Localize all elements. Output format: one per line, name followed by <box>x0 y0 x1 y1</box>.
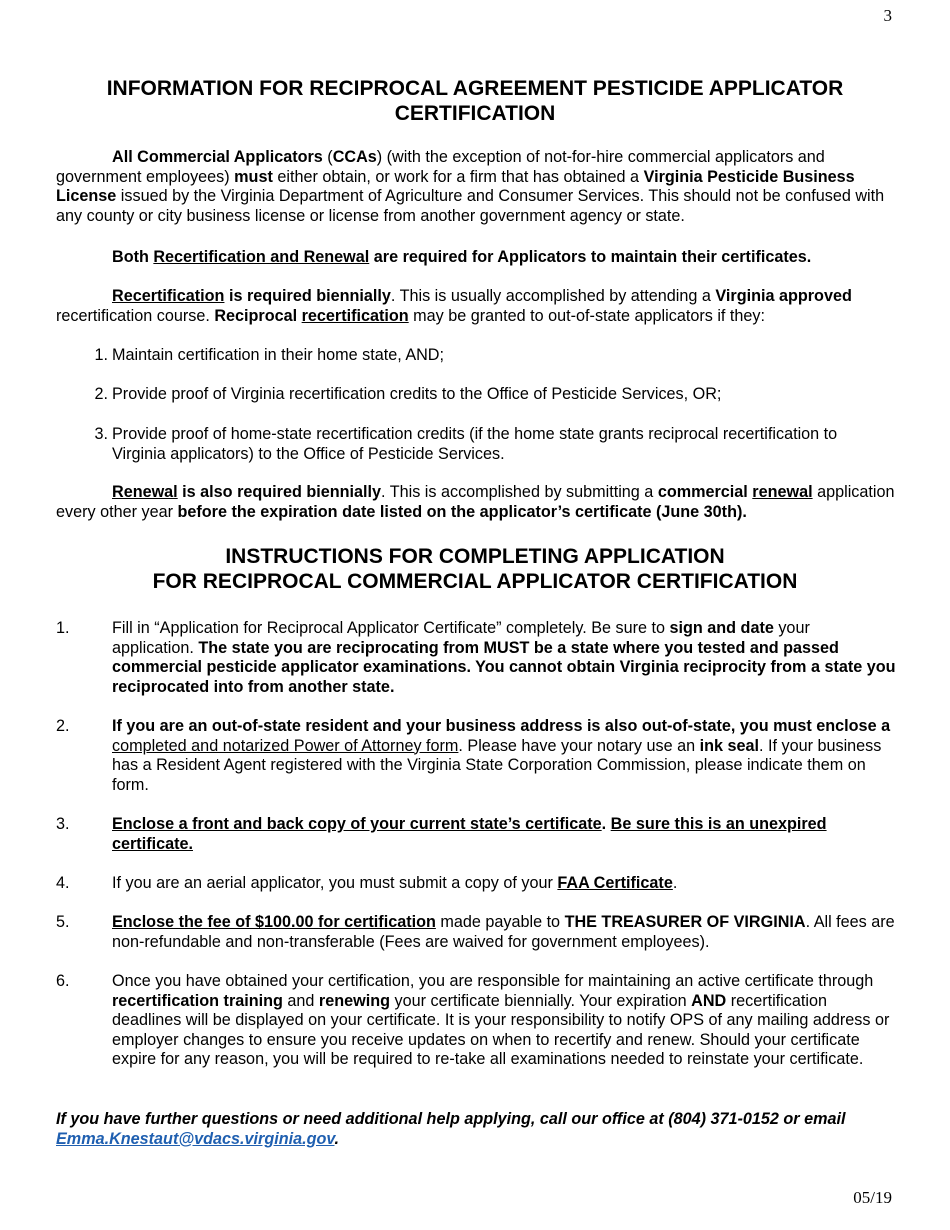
instruction-text <box>112 815 896 854</box>
list-number: 2. <box>56 717 70 735</box>
page-number: 3 <box>883 6 892 25</box>
text-bold: is also required biennially <box>177 483 381 501</box>
list-item <box>84 425 894 464</box>
text-bold: must <box>234 167 273 186</box>
text: . <box>601 815 611 833</box>
closing-contact <box>56 1110 896 1149</box>
list-number: 1. <box>94 346 108 364</box>
text: and <box>282 991 319 1010</box>
section-title-instructions <box>56 544 894 594</box>
instruction-text <box>112 874 896 894</box>
list-number: 2. <box>94 385 108 403</box>
text-bold: Virginia Pesticide Business License <box>56 167 855 205</box>
text: recertification course. <box>56 306 215 325</box>
text-bold: ink seal <box>699 736 759 755</box>
text-bold: Virginia approved <box>715 287 852 305</box>
text: Fill in “Application for Reciprocal Applicator Certificate” completely. Be sure to <box>112 619 670 637</box>
text-bold: AND <box>691 991 727 1010</box>
text: . This is usually accomplished by attending a <box>390 287 716 305</box>
text-bold: All Commercial Applicators <box>112 148 323 166</box>
title-line: INSTRUCTIONS FOR COMPLETING APPLICATION <box>225 545 725 568</box>
list-item <box>84 385 894 405</box>
text: ( <box>322 148 333 166</box>
text-underlined: completed and notarized Power of Attorney form <box>112 736 459 755</box>
list-number: 6. <box>56 972 70 990</box>
text: recertification deadlines will be displayed on your certificate. It is your responsibility to notify OPS of any mailing address or employer changes to ensure you receive updates on when to recertify and renew. Should your certificate expire for any reason, you will be required to re-take all examinations needed to reinstate your certificate. <box>112 991 890 1068</box>
text-bold: is required biennially <box>224 287 391 305</box>
list-text: Provide proof of home-state recertification credits (if the home state grants reciprocal recertification to Virginia applicators) to the Office of Pesticide Services. <box>112 425 838 463</box>
instruction-item <box>56 815 896 854</box>
list-text: Provide proof of Virginia recertification credits to the Office of Pesticide Services, OR; <box>112 385 722 403</box>
text-bold: If you are an out-of-state resident and your business address is also out-of-state, you must enclose a <box>112 717 891 735</box>
instruction-item <box>56 619 896 697</box>
section-title-information <box>56 76 894 126</box>
title-line: INFORMATION FOR RECIPROCAL AGREEMENT PESTICIDE APPLICATOR <box>106 77 844 100</box>
text: . If your business has a Resident Agent registered with the Virginia State Corporation Commission, please indicate them on form. <box>112 736 882 794</box>
text: Once you have obtained your certification, you are responsible for maintaining an active certificate through <box>112 972 874 990</box>
text: Both <box>112 248 154 266</box>
text-bold: The state you are reciprocating from MUST be a state where you tested and passed commercial pesticide applicator examinations. You cannot obtain Virginia reciprocity from a state you reciprocated into from another state. <box>112 638 896 696</box>
list-text: Maintain certification in their home state, AND; <box>112 346 444 364</box>
text: If you have further questions or need additional help applying, call our office at (804) 371-0152 or email <box>56 1110 846 1128</box>
email-link[interactable]: Emma.Knestaut@vdacs.virginia.gov <box>56 1129 335 1148</box>
text-underlined: FAA Certificate <box>557 874 673 892</box>
text-bold: CCAs <box>332 148 377 166</box>
paragraph-commercial-applicators <box>56 148 896 226</box>
text: your application. <box>112 619 810 657</box>
text: . <box>334 1129 339 1148</box>
list-item <box>84 346 894 366</box>
footer-date: 05/19 <box>853 1188 892 1207</box>
text: . All fees are non-refundable and non-transferable (Fees are waived for government employees). <box>112 913 895 951</box>
text-underlined: Recertification and Renewal <box>153 248 370 266</box>
text: are required for Applicators to maintain their certificates. <box>369 248 812 266</box>
instruction-item <box>56 874 896 894</box>
list-number: 5. <box>56 913 70 931</box>
text-underlined: Renewal <box>112 483 178 501</box>
instruction-text <box>112 913 896 952</box>
text: application every other year <box>56 483 895 521</box>
text-bold: Reciprocal <box>214 306 302 325</box>
list-number: 1. <box>56 619 70 637</box>
text-bold: commercial <box>657 483 753 501</box>
paragraph-recertification <box>56 287 896 326</box>
instruction-text <box>112 972 896 1070</box>
text-bold: sign and date <box>669 619 774 637</box>
text: . Please have your notary use an <box>458 736 700 755</box>
text-underlined: Enclose a front and back copy of your current state’s certificate <box>112 815 602 833</box>
instruction-item <box>56 913 896 952</box>
paragraph-renewal <box>56 483 896 522</box>
instruction-text <box>112 619 896 697</box>
text-bold: recertification training <box>112 991 283 1010</box>
text: may be granted to out-of-state applicators if they: <box>408 306 766 325</box>
text-underlined: Recertification <box>112 287 225 305</box>
text-underlined: recertification <box>301 306 409 325</box>
text: If you are an aerial applicator, you must submit a copy of your <box>112 874 558 892</box>
title-line: CERTIFICATION <box>394 102 556 125</box>
instruction-item <box>56 972 896 1070</box>
text-underlined: renewal <box>752 483 813 501</box>
text-bold: before the expiration date listed on the applicator’s certificate (June 30th). <box>177 502 747 521</box>
instruction-item <box>56 717 896 795</box>
text: . <box>672 874 678 892</box>
text-bold: THE TREASURER OF VIRGINIA <box>564 913 806 931</box>
list-number: 3. <box>56 815 70 833</box>
text-underlined: Be sure this is an unexpired certificate. <box>112 815 827 853</box>
text: made payable to <box>435 913 565 931</box>
list-number: 4. <box>56 874 70 892</box>
instruction-text <box>112 717 896 795</box>
title-line: FOR RECIPROCAL COMMERCIAL APPLICATOR CERTIFICATION <box>152 570 798 593</box>
text-bold: renewing <box>318 991 390 1010</box>
text: issued by the Virginia Department of Agriculture and Consumer Services. This should not be confused with any county or city business license or license from another government agency or state. <box>56 187 885 225</box>
text: ) (with the exception of not-for-hire commercial applicators and government employees) <box>56 148 825 186</box>
text: your certificate biennially. Your expiration <box>389 991 692 1010</box>
text: either obtain, or work for a firm that has obtained a <box>272 167 644 186</box>
paragraph-recert-and-renewal <box>56 248 896 268</box>
list-number: 3. <box>94 425 108 443</box>
text-underlined: Enclose the fee of $100.00 for certification <box>112 913 436 931</box>
text: . This is accomplished by submitting a <box>381 483 658 501</box>
